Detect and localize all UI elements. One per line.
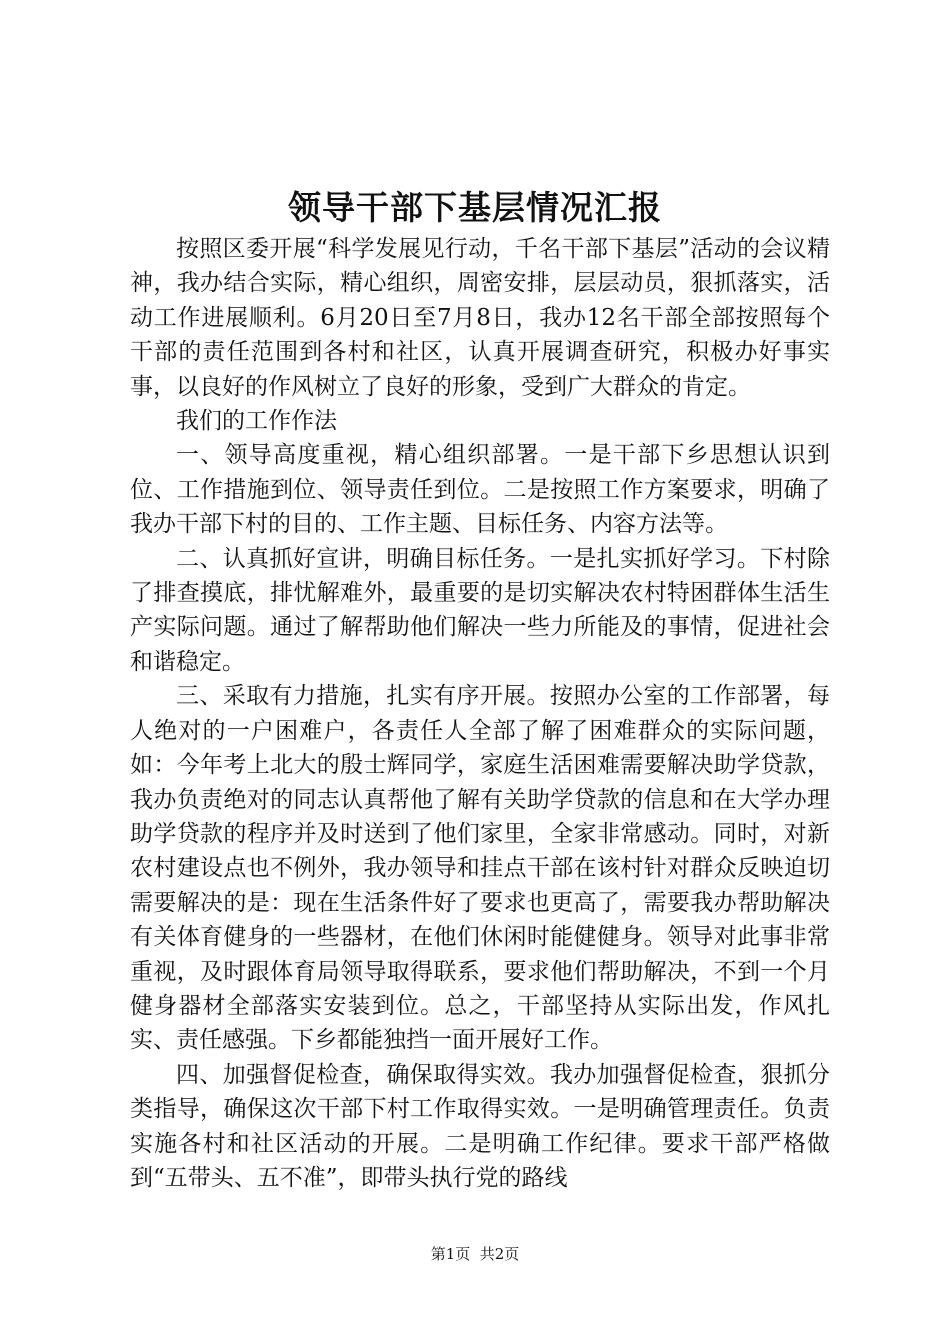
paragraph-item-1: 一、领导高度重视，精心组织部署。一是干部下乡思想认识到位、工作措施到位、领导责任到位。二是按照工作方案要求，明确了我办干部下村的目的、工作主题、目标任务、内容方法等。 <box>130 442 830 538</box>
paragraph-item-2: 二、认真抓好宣讲，明确目标任务。一是扎实抓好学习。下村除了排查摸底，排忧解难外，最重要的是切实解决农村特困群体生活生产实际问题。通过了解帮助他们解决一些力所能及的事情，促进社会和谐稳定。 <box>130 545 830 675</box>
page-footer: 第1页 共2页 <box>430 1245 520 1263</box>
paragraph-intro: 按照区委开展“科学发展见行动，千名干部下基层”活动的会议精神，我办结合实际，精心组织，周密安排，层层动员，狠抓落实，活动工作进展顺利。6月20日至7月8日，我办12名干部全部按照每个干部的责任范围到各村和社区，认真开展调查研究，积极办好事实事，以良好的作风树立了良好的形象，受到广大群众的肯定。 <box>130 236 830 400</box>
paragraph-item-4: 四、加强督促检查，确保取得实效。我办加强督促检查，狠抓分类指导，确保这次干部下村工作取得实效。一是明确管理责任。负责实施各村和社区活动的开展。二是明确工作纪律。要求干部严格做到“五带头、五不准”，即带头执行党的路线 <box>130 1061 830 1191</box>
document-body <box>130 232 830 1195</box>
paragraph-item-3: 三、采取有力措施，扎实有序开展。按照办公室的工作部署，每人绝对的一户困难户，各责任人全部了解了困难群众的实际问题，如：今年考上北大的殷士辉同学，家庭生活困难需要解决助学贷款，我办负责绝对的同志认真帮他了解有关助学贷款的信息和在大学办理助学贷款的程序并及时送到了他们家里，全家非常感动。同时，对新农村建设点也不例外，我办领导和挂点干部在该村针对群众反映迫切需要解决的是：现在生活条件好了要求也更高了，需要我办帮助解决有关体育健身的一些器材，在他们休闲时能健健身。领导对此事非常重视，及时跟体育局领导取得联系，要求他们帮助解决，不到一个月健身器材全部落实安装到位。总之，干部坚持从实际出发，作风扎实、责任感强。下乡都能独挡一面开展好工作。 <box>130 683 830 1054</box>
document-title: 领导干部下基层情况汇报 <box>288 188 662 227</box>
paragraph-section-heading: 我们的工作作法 <box>176 408 337 435</box>
